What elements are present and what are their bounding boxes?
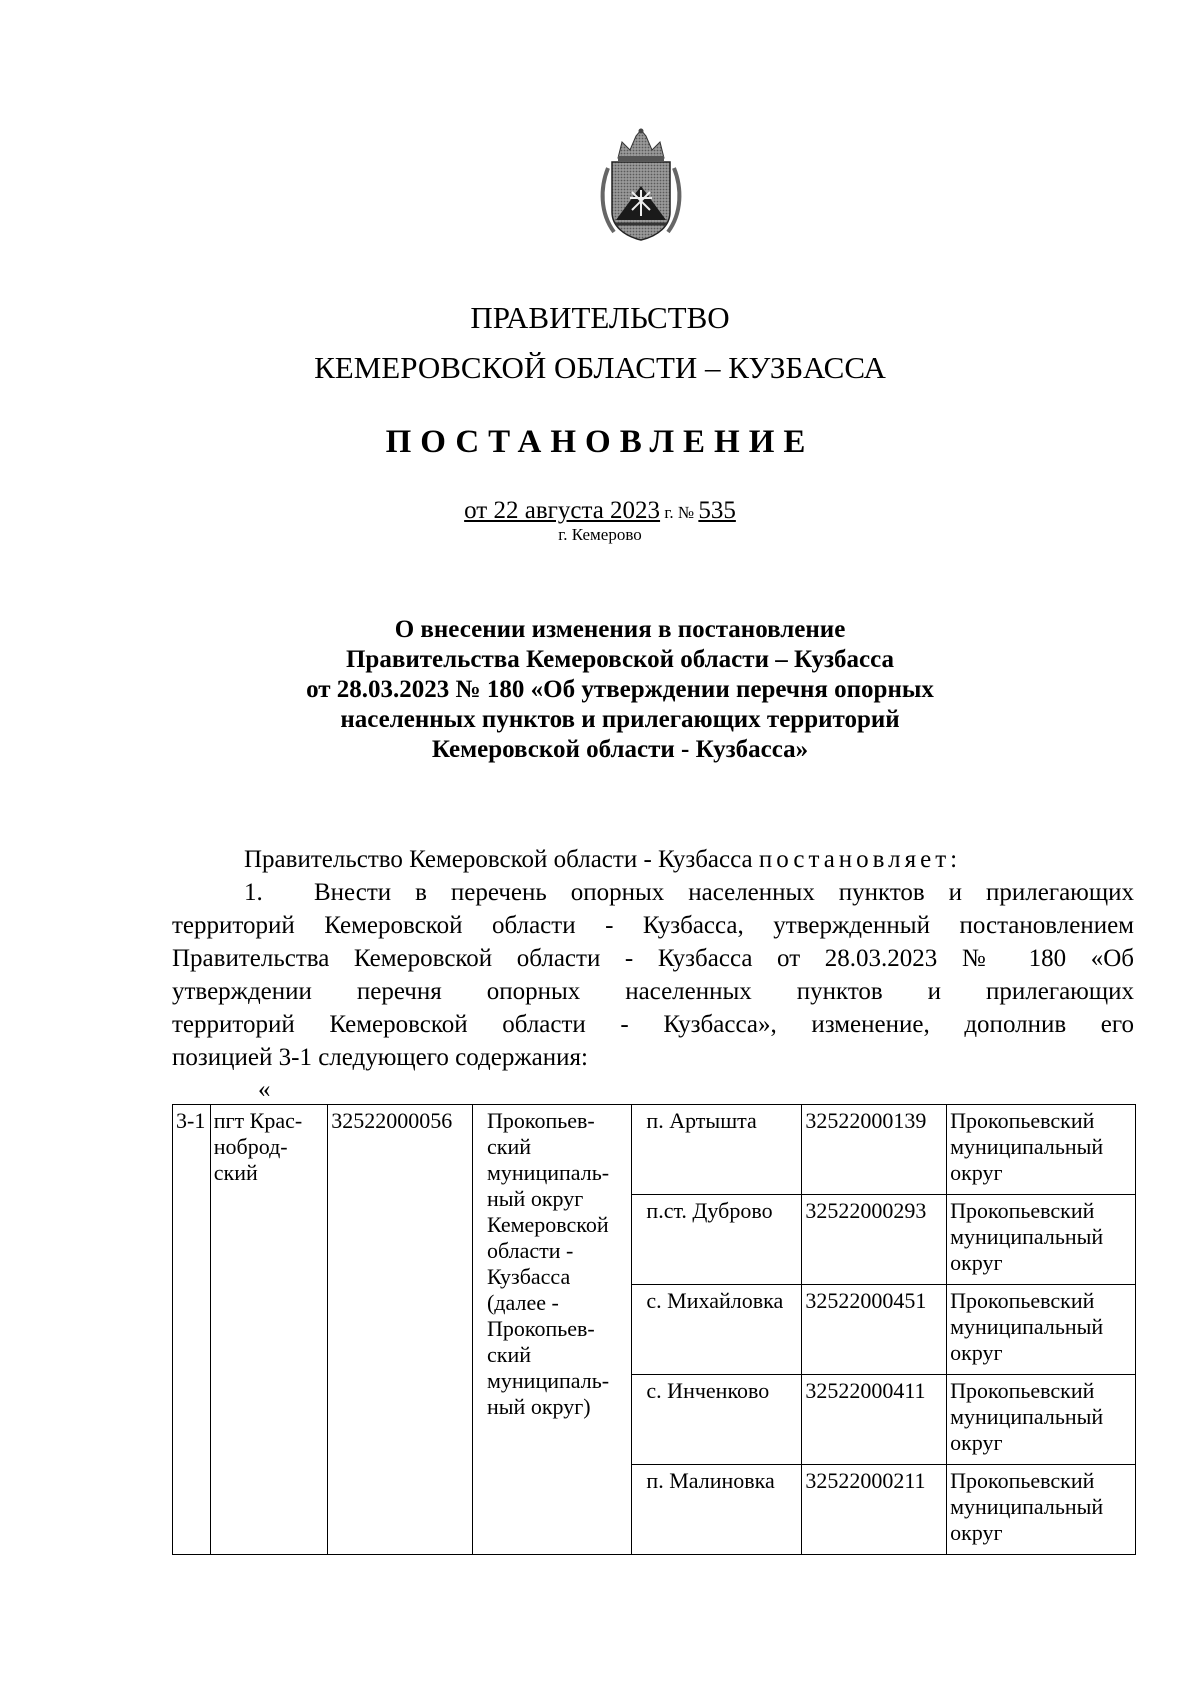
- municipality-line: Прокопьев-: [486, 1316, 595, 1341]
- item-1-line: Правительства Кемеровской области - Кузбасса от 28.03.2023 № 180 «Об: [172, 945, 1134, 972]
- territory-municipality-line: округ: [950, 1160, 1003, 1185]
- territory-code: 32522000451: [802, 1285, 947, 1375]
- year-suffix: г.: [660, 503, 678, 522]
- document-type: ПОСТАНОВЛЕНИЕ: [385, 424, 815, 460]
- item-1-line: территорий Кемеровской области - Кузбасса, утвержденный постановлением: [172, 912, 1134, 939]
- position-index: 3-1: [173, 1105, 211, 1555]
- document-title: [240, 615, 1000, 765]
- government-name-line2: КЕМЕРОВСКОЙ ОБЛАСТИ – КУЗБАССА: [314, 350, 886, 385]
- municipality-line: Кемеровской: [486, 1212, 609, 1237]
- territory-municipality-line: муниципальный: [950, 1494, 1104, 1519]
- territory-code: 32522000411: [802, 1375, 947, 1465]
- item-1-paragraph: [172, 876, 1134, 1074]
- item-1-line-text: Внести в перечень опорных населенных пунктов и прилегающих: [314, 879, 1134, 906]
- territory-municipality-line: Прокопьевский: [950, 1108, 1095, 1133]
- territory-municipality-line: Прокопьевский: [950, 1468, 1095, 1493]
- territory-name: п.ст. Дуброво: [632, 1195, 802, 1285]
- municipality-line: ный округ: [486, 1186, 584, 1211]
- settlement-name-line: ский: [213, 1160, 258, 1185]
- title-line: населенных пунктов и прилегающих территорий: [340, 706, 900, 733]
- decree-date: от 22 августа 2023: [464, 497, 661, 524]
- date-number-line: [0, 498, 1200, 523]
- title-line: Правительства Кемеровской области – Кузбасса: [345, 646, 895, 673]
- municipality-line: области -: [486, 1238, 574, 1263]
- municipality-line: ский: [486, 1342, 531, 1367]
- municipality-line: Кузбасса: [486, 1264, 571, 1289]
- table-row: [173, 1105, 1136, 1195]
- territory-municipality-line: округ: [950, 1250, 1003, 1275]
- number-sign: №: [677, 503, 699, 522]
- territory-municipality-line: Прокопьевский: [950, 1288, 1095, 1313]
- intro-paragraph: [172, 843, 1134, 876]
- title-line: Кемеровской области - Кузбасса»: [431, 736, 809, 763]
- settlement-name-line: ноброд-: [213, 1134, 288, 1159]
- territory-municipality-line: округ: [950, 1340, 1003, 1365]
- settlements-table: [172, 1104, 1136, 1555]
- government-name-line1: ПРАВИТЕЛЬСТВО: [470, 300, 730, 335]
- territory-municipality-line: Прокопьевский: [950, 1378, 1095, 1403]
- territory-municipality: [947, 1285, 1136, 1375]
- item-1-line: утверждении перечня опорных населенных пунктов и прилегающих: [172, 978, 1134, 1005]
- municipality-line: муниципаль-: [486, 1160, 610, 1185]
- title-line: О внесении изменения в постановление: [394, 616, 846, 643]
- territory-code: 32522000211: [802, 1465, 947, 1555]
- item-1-line: позицией 3-1 следующего содержания:: [172, 1044, 588, 1071]
- territory-municipality-line: муниципальный: [950, 1224, 1104, 1249]
- item-1-line: территорий Кемеровской области - Кузбасса», изменение, дополнив его: [172, 1011, 1134, 1038]
- territory-municipality: [947, 1465, 1136, 1555]
- territory-municipality-line: муниципальный: [950, 1404, 1104, 1429]
- territory-code: 32522000139: [802, 1105, 947, 1195]
- title-line: от 28.03.2023 № 180 «Об утверждении перечня опорных: [306, 676, 934, 703]
- settlement-name-line: пгт Крас-: [213, 1108, 303, 1133]
- territory-municipality: [947, 1105, 1136, 1195]
- intro-text: Правительство Кемеровской области - Кузбасса: [244, 846, 759, 873]
- territory-name: п. Малиновка: [632, 1465, 802, 1555]
- opening-quote: «: [258, 1076, 271, 1103]
- territory-municipality-line: округ: [950, 1430, 1003, 1455]
- municipality-line: муниципаль-: [486, 1368, 610, 1393]
- intro-resolves: постановляет:: [758, 846, 962, 873]
- territory-municipality-line: округ: [950, 1520, 1003, 1545]
- settlement-code: 32522000056: [328, 1105, 473, 1555]
- territory-name: с. Инченково: [632, 1375, 802, 1465]
- territory-code: 32522000293: [802, 1195, 947, 1285]
- coat-of-arms-emblem: [596, 128, 686, 242]
- municipality-line: (далее -: [486, 1290, 559, 1315]
- territory-municipality-line: муниципальный: [950, 1314, 1104, 1339]
- territory-municipality-line: муниципальный: [950, 1134, 1104, 1159]
- city: г. Кемерово: [558, 525, 642, 544]
- decree-number: 535: [698, 497, 736, 524]
- territory-municipality: [947, 1375, 1136, 1465]
- municipality-line: ский: [486, 1134, 531, 1159]
- municipality-line: ный округ): [486, 1394, 591, 1419]
- territory-name: с. Михайловка: [632, 1285, 802, 1375]
- item-1-line: [172, 876, 1134, 909]
- item-1-number: 1.: [244, 879, 263, 906]
- territory-name: п. Артышта: [632, 1105, 802, 1195]
- settlement-name: [210, 1105, 327, 1555]
- municipality: [472, 1105, 631, 1555]
- territory-municipality-line: Прокопьевский: [950, 1198, 1095, 1223]
- municipality-line: Прокопьев-: [486, 1108, 595, 1133]
- territory-municipality: [947, 1195, 1136, 1285]
